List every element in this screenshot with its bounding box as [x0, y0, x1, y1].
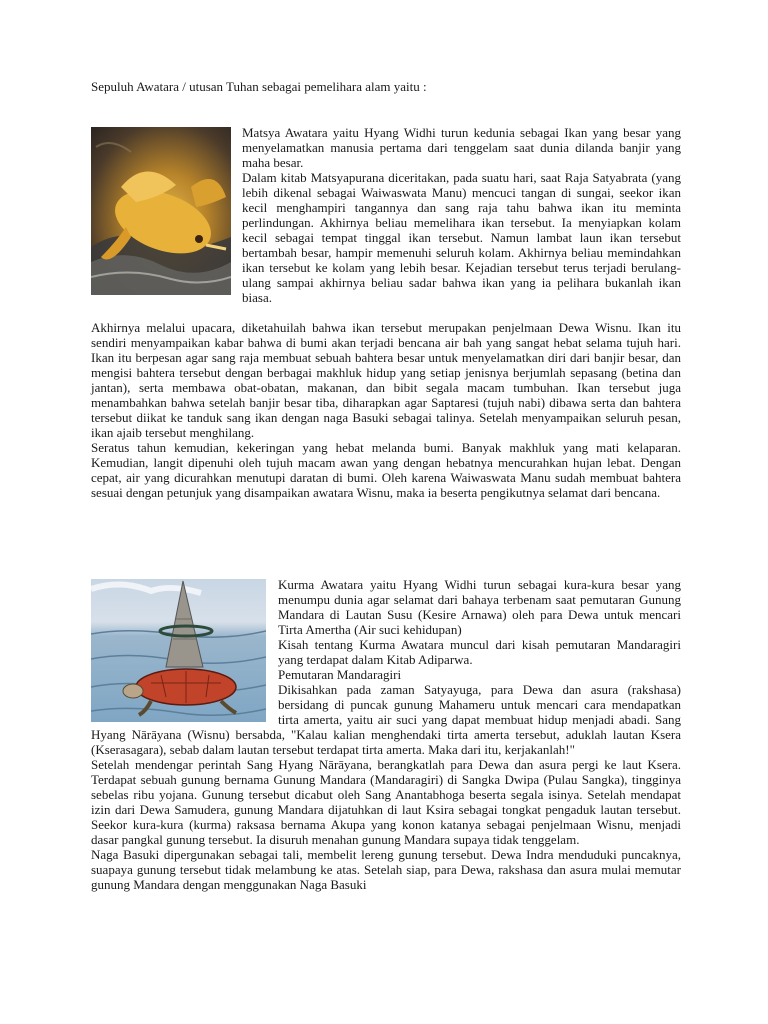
turtle-mountain-illustration	[91, 579, 266, 722]
golden-fish-image	[91, 127, 231, 295]
matsya-paragraph-3: Akhirnya melalui upacara, diketahuilah bahwa ikan tersebut merupakan penjelmaan Dewa Wisnu. Ikan itu sendiri menyampaikan kabar bahwa di bumi akan terjadi bencana air bah yang sangat hebat selama tujuh hari. Ikan itu berpesan agar sang raja membuat sebuah bahtera besar untuk menyelamatkan diri dari banjir besar, dan mengisi bahtera tersebut dengan berbagai makhluk hidup yang setiap jenisnya berjumlah sepasang (betina dan jantan), serta membawa obat-obatan, makanan, dan bibit segala macam tumbuhan. Ikan tersebut juga menambahkan bahwa setelah banjir besar tiba, diharapkan agar Saptaresi (tujuh nabi) dibawa serta dan bahtera tersebut diikat ke tanduk sang ikan dengan naga Basuki sebagai talinya. Setelah menyampaikan seluruh pesan, ikan ajaib tersebut menghilang.	[91, 320, 681, 440]
kurma-paragraph-3: Dikisahkan pada zaman Satyayuga, para Dewa dan asura (rakshasa) bersidang di puncak gunung Mahameru untuk mencari cara mendapatkan tirta amerta, yaitu air suci yang dapat membuat hidup menjadi abadi. Sang Hyang Nārāyana (Wisnu) bersabda, "Kalau kalian menghendaki tirta amerta tersebut, aduklah lautan Ksera (Kserasagara), sebab dalam lautan tersebut terdapat tirta amerta. Maka dari itu, kerjakanlah!"	[91, 682, 681, 757]
matsya-paragraph-4: Seratus tahun kemudian, kekeringan yang hebat melanda bumi. Banyak makhluk yang mati kelaparan. Kemudian, langit dipenuhi oleh tujuh macam awan yang dengan hebatnya mencurahkan hujan lebat. Dengan cepat, air yang dicurahkan menutupi daratan di bumi. Oleh karena Waiwaswata Manu sudah membuat bahtera sesuai dengan petunjuk yang disampaikan awatara Wisnu, maka ia beserta pengikutnya selamat dari bencana.	[91, 440, 681, 500]
kurma-paragraph-1: Kurma Awatara yaitu Hyang Widhi turun sebagai kura-kura besar yang menumpu dunia agar selamat dari bahaya terbenam saat pemutaran Gunung Mandara di Lautan Susu (Kesire Arnawa) oleh para Dewa untuk mencari Tirta Amertha (Air suci kehidupan)	[278, 577, 681, 637]
kurma-section	[91, 577, 681, 892]
kurma-heading: Pemutaran Mandaragiri	[278, 667, 402, 682]
turtle-mountain-image	[91, 579, 266, 722]
intro-line: Sepuluh Awatara / utusan Tuhan sebagai pemelihara alam yaitu :	[91, 79, 427, 94]
kurma-paragraph-2: Kisah tentang Kurma Awatara muncul dari kisah pemutaran Mandaragiri yang terdapat dalam Kitab Adiparwa.	[278, 637, 681, 667]
golden-fish-illustration	[91, 127, 231, 295]
kurma-paragraph-4: Setelah mendengar perintah Sang Hyang Nārāyana, berangkatlah para Dewa dan asura pergi ke laut Ksera. Terdapat sebuah gunung bernama Gunung Mandara (Mandaragiri) di Sangka Dwipa (Pulau Sangka), tingginya sebelas ribu yojana. Gunung tersebut dicabut oleh Sang Anantabhoga beserta segala isinya. Setelah mendapat izin dari Dewa Samudera, gunung Mandara dijatuhkan di laut Ksira sebagai tongkat pengaduk lautan tersebut. Seekor kura-kura (kurma) raksasa bernama Akupa yang konon katanya sebagai penjelmaan Wisnu, menjadi dasar pangkal gunung tersebut. Ia disuruh menahan gunung Mandara supaya tidak tenggelam.	[91, 757, 681, 847]
kurma-paragraph-5: Naga Basuki dipergunakan sebagai tali, membelit lereng gunung tersebut. Dewa Indra menduduki puncaknya, suapaya gunung tersebut tidak melambung ke atas. Setelah siap, para Dewa, rakshasa dan asura mulai memutar gunung Mandara dengan menggunakan Naga Basuki	[91, 847, 681, 892]
matsya-paragraph-1: Matsya Awatara yaitu Hyang Widhi turun kedunia sebagai Ikan yang besar yang menyelamatkan manusia pertama dari tenggelam saat dunia dilanda banjir yang maha besar.	[242, 125, 681, 170]
matsya-section	[91, 125, 681, 500]
matsya-paragraph-2: Dalam kitab Matsyapurana diceritakan, pada suatu hari, saat Raja Satyabrata (yang lebih dikenal sebagai Waiwaswata Manu) mencuci tangan di sungai, seekor ikan kecil menghampiri tangannya dan sang raja tahu bahwa ikan itu meminta perlindungan. Akhirnya beliau memelihara ikan tersebut. Ia menyiapkan kolam kecil sebagai tempat tinggal ikan tersebut. Namun lambat laun ikan tersebut bertambah besar, hampir memenuhi seluruh kolam. Akhirnya beliau memindahkan ikan tersebut ke kolam yang lebih besar. Kejadian tersebut terus terjadi berulang-ulang sampai akhirnya beliau sadar bahwa ikan yang ia pelihara bukanlah ikan biasa.	[242, 170, 681, 305]
